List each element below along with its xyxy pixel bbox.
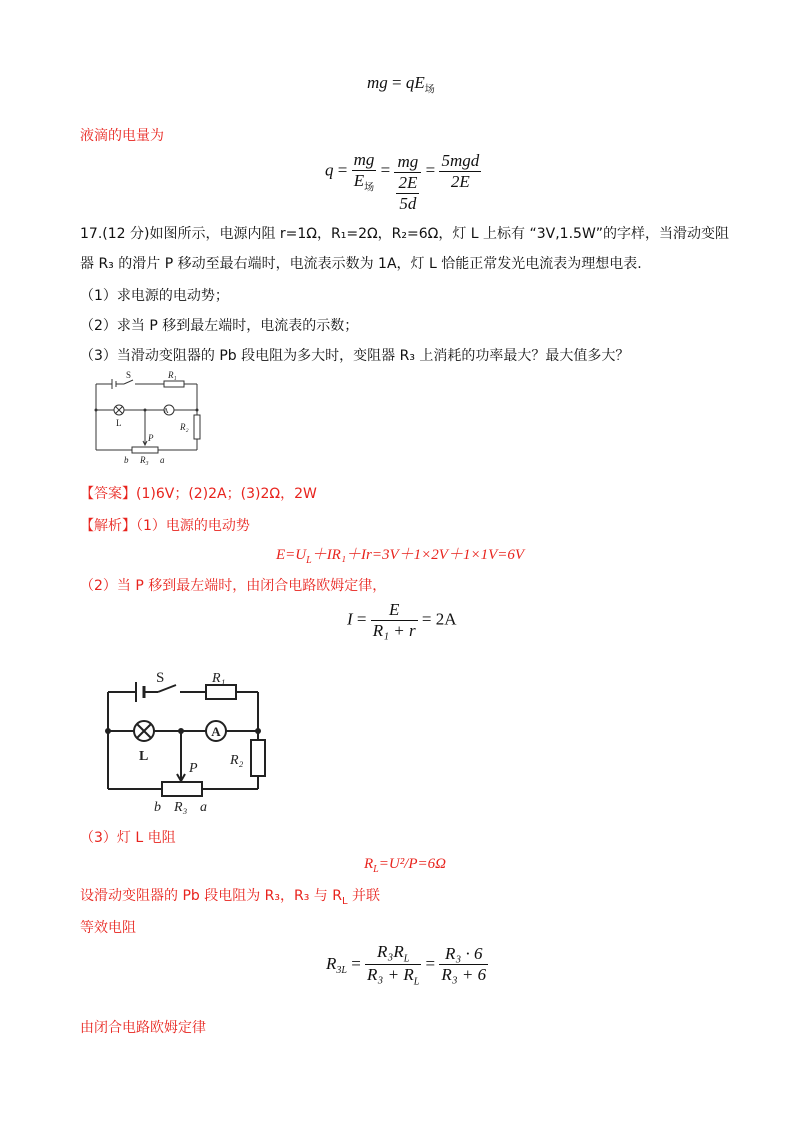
eq-sign: = <box>356 609 367 629</box>
eq-subscript: 3L <box>336 965 347 977</box>
fraction <box>439 151 481 192</box>
question-2: （2）求当 P 移到最左端时，电流表的示数； <box>80 318 359 334</box>
eq-sign: = <box>425 160 436 180</box>
frac-num: 5mgd <box>441 151 480 171</box>
eq-term: R <box>326 953 337 973</box>
analysis-line-1 <box>80 516 250 536</box>
eq-term: q <box>405 73 415 92</box>
frac-num: E <box>371 600 418 621</box>
eq-subscript: L <box>413 976 420 988</box>
frac-den <box>394 173 421 214</box>
frac-den: R₃ + 6 <box>441 965 487 985</box>
analysis-line-4 <box>80 886 380 912</box>
fraction <box>439 944 488 985</box>
equation-emf <box>276 543 524 566</box>
eq-term: E=U <box>276 547 307 563</box>
eq-subscript: L <box>403 953 410 965</box>
equation-charge <box>325 150 481 214</box>
label-S: S <box>126 370 132 380</box>
label-L: L <box>139 749 149 764</box>
frac-num: 2E <box>398 173 418 192</box>
fraction <box>394 152 421 214</box>
problem-line-2: 器 R₃ 的滑片 P 移动至最右端时，电流表示数为 1A，灯 L 恰能正常发光电流表为理想电表. <box>80 256 642 272</box>
frac-num: mg <box>394 152 421 173</box>
label-b: b <box>154 800 161 815</box>
answer-tag: 【答案】 <box>80 486 136 502</box>
answer-line <box>80 484 317 504</box>
eq-term: q <box>325 160 334 180</box>
eq-subscript: 场 <box>364 182 375 194</box>
eq-subscript: 场 <box>424 84 435 96</box>
analysis-text: （1）电源的电动势 <box>136 518 250 534</box>
circuit-diagram-large <box>96 668 280 818</box>
frac-den: 5d <box>399 194 417 213</box>
analysis-tag: 【解析】 <box>80 518 136 534</box>
label-A: A <box>163 407 169 415</box>
equation-equivalent-resistance: $R_{3L}$ = $\frac{R_3R_L}{R_3 + R_L}$ = $\frac{\text{R₃ · 6}}{\text{R₃ + 6}}$ <box>326 942 487 988</box>
question-1: （1）求电源的电动势； <box>80 288 229 304</box>
equation-mg-qE <box>367 73 435 95</box>
eq-term: E <box>414 73 425 92</box>
problem-line-1 <box>80 224 729 244</box>
frac-den <box>365 965 421 987</box>
problem-text: 如图所示，电源内阻 r=1Ω，R₁=2Ω，R₂=6Ω，灯 L 上标有 “3V,1.5W”的字样，当滑动变阻 <box>149 226 730 242</box>
label-R2: R₂ <box>180 422 189 432</box>
eq-subscript: L <box>373 864 379 875</box>
frac-num <box>365 942 421 965</box>
eq-subscript: L <box>306 555 312 566</box>
frac-den: 2E <box>450 172 470 192</box>
eq-term: R <box>364 856 374 872</box>
eq-term: I <box>347 609 353 629</box>
eq-term: R₃R <box>377 942 404 961</box>
fraction <box>396 173 419 214</box>
eq-term: =U²/P=6Ω <box>378 856 446 872</box>
label-L: L <box>116 418 122 428</box>
eq-sign: = <box>392 73 402 92</box>
eq-term: R₃ + R <box>367 965 414 985</box>
label-A: A <box>211 724 221 739</box>
equation-lamp-resistance <box>364 856 446 875</box>
label-P: P <box>148 433 154 443</box>
problem-number: 17.(12 分) <box>80 226 150 242</box>
frac-num: R₃ · 6 <box>439 944 488 965</box>
question-3: （3）当滑动变阻器的 Pb 段电阻为多大时，变阻器 R₃ 上消耗的功率最大？最大值多大？ <box>80 348 630 364</box>
eq-sign: = <box>380 160 391 180</box>
eq-subscript: L <box>342 895 348 907</box>
label-R1: R₁ <box>212 671 226 686</box>
answer-text: (1)6V；(2)2A；(3)2Ω，2W <box>136 486 317 502</box>
circuit-diagram-small <box>92 368 212 468</box>
fraction <box>371 600 418 641</box>
eq-term: mg <box>367 73 388 92</box>
frac-den: R₁ + r <box>372 621 416 640</box>
fraction <box>352 150 377 193</box>
fraction <box>365 942 421 988</box>
eq-result: = 2A <box>421 609 457 629</box>
analysis-text: 设滑动变阻器的 Pb 段电阻为 R₃，R₃ 与 R <box>80 888 342 904</box>
label-R2: R₂ <box>230 753 244 768</box>
frac-num: mg <box>353 150 375 169</box>
label-S: S <box>156 670 165 686</box>
label-R3: R₃ <box>174 800 188 815</box>
label-a: a <box>160 455 165 465</box>
label-R3: R₃ <box>140 455 149 465</box>
label-a: a <box>200 800 207 815</box>
charge-label: 液滴的电量为 <box>80 128 164 144</box>
frac-den <box>352 171 377 193</box>
label-P: P <box>189 761 198 776</box>
analysis-line-6: 由闭合电路欧姆定律 <box>80 1020 206 1036</box>
eq-term: E <box>353 171 365 190</box>
eq-sign: = <box>337 160 348 180</box>
analysis-text: 并联 <box>347 888 381 904</box>
eq-term: ＋IR₁＋Ir=3V＋1×2V＋1×1V=6V <box>311 547 525 563</box>
analysis-line-2: （2）当 P 移到最左端时，由闭合电路欧姆定律， <box>80 578 387 594</box>
analysis-line-5: 等效电阻 <box>80 920 136 936</box>
equation-current <box>347 600 457 641</box>
label-R1: R₁ <box>168 370 177 380</box>
label-b: b <box>124 455 129 465</box>
analysis-line-3: （3）灯 L 电阻 <box>80 830 176 846</box>
